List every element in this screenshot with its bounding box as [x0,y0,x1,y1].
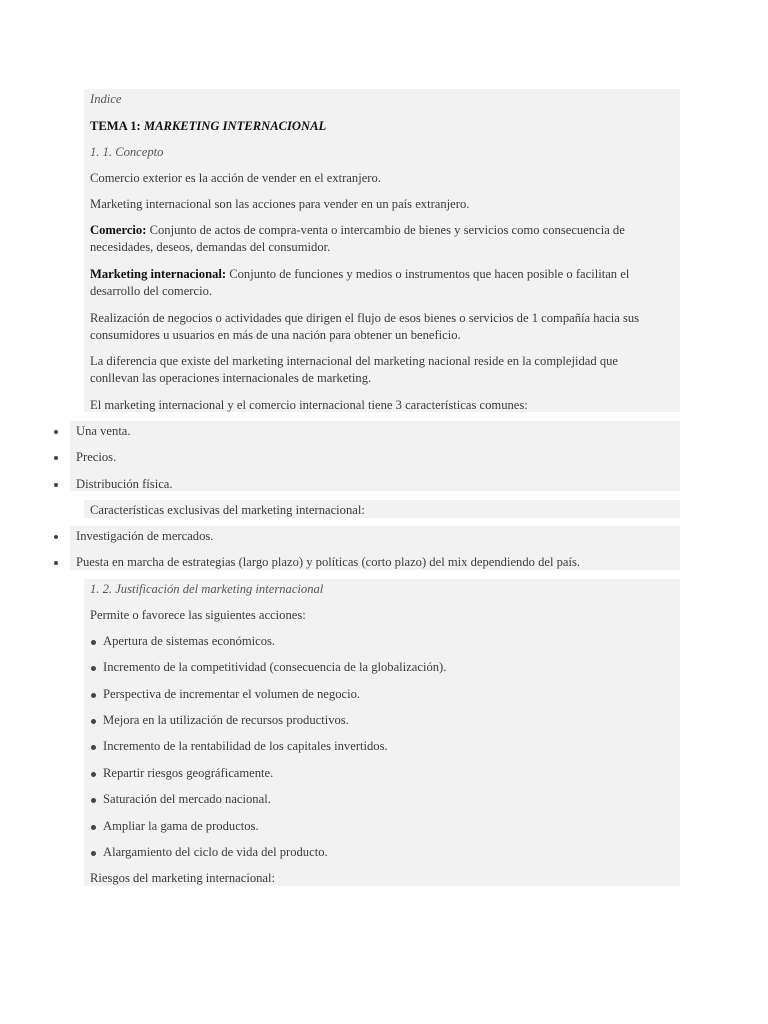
content-block-section2 [84,579,680,886]
list-item-action: Repartir riesgos geográficamente. [103,766,274,780]
list-item-action: Ampliar la gama de productos. [103,819,259,833]
paragraph-riesgos: Riesgos del marketing internacional: [90,871,276,885]
paragraph-caracteristicas-comunes: El marketing internacional y el comercio internacional tiene 3 características comunes: [90,398,528,412]
list-item-action: Saturación del mercado nacional. [103,792,271,806]
paragraph-marketing-internacional: Marketing internacional son las acciones para vender en un país extranjero. [90,197,470,211]
bullet-round-icon [91,772,96,777]
tema-title: MARKETING INTERNACIONAL [143,119,327,133]
paragraph-marketing-definition [90,266,670,300]
list-item-common: Precios. [76,450,117,464]
bullet-round-icon [91,693,96,698]
bullet-dot-icon [54,483,58,487]
bullet-round-icon [91,666,96,671]
list-item-common: Distribución física. [76,477,173,491]
list-item-exclusive: Puesta en marcha de estrategias (largo plazo) y políticas (corto plazo) del mix dependiendo del país. [76,555,581,569]
comercio-text: Conjunto de actos de compra-venta o intercambio de bienes y servicios como consecuencia de necesidades, deseos, demandas del consumidor. [90,223,625,254]
bullet-dot-icon [54,456,58,460]
bullet-dot-icon [54,430,58,434]
bullet-round-icon [91,719,96,724]
page-title [90,118,326,135]
list-item-action: Incremento de la rentabilidad de los capitales invertidos. [103,739,388,753]
marketing-label: Marketing internacional: [90,267,227,281]
list-item-common: Una venta. [76,424,131,438]
paragraph-permite: Permite o favorece las siguientes acciones: [90,608,306,622]
list-item-action: Apertura de sistemas económicos. [103,634,276,648]
tema-prefix: TEMA 1: [90,119,141,133]
paragraph-comercio-definition [90,222,670,256]
list-item-exclusive: Investigación de mercados. [76,529,214,543]
paragraph-comercio-exterior: Comercio exterior es la acción de vender en el extranjero. [90,171,381,185]
section1-heading: 1. 1. Concepto [90,145,164,159]
bullet-round-icon [91,798,96,803]
bullet-round-icon [91,640,96,645]
bullet-dot-icon [54,535,58,539]
list-item-action: Alargamiento del ciclo de vida del producto. [103,845,328,859]
paragraph-caracteristicas-exclusivas: Características exclusivas del marketing internacional: [90,503,365,517]
section2-heading: 1. 2. Justificación del marketing internacional [90,582,324,596]
bullet-round-icon [91,745,96,750]
list-item-action: Perspectiva de incrementar el volumen de negocio. [103,687,361,701]
bullet-round-icon [91,825,96,830]
paragraph-realizacion: Realización de negocios o actividades que dirigen el flujo de esos bienes o servicios de 1 compañía hacia sus consumidores u usuarios en más de una nación para obtener un beneficio. [90,311,640,342]
list-item-action: Incremento de la competitividad (consecuencia de la globalización). [103,660,447,674]
comercio-label: Comercio: [90,223,147,237]
index-title: Indice [90,92,122,106]
bullet-dot-icon [54,561,58,565]
list-item-action: Mejora en la utilización de recursos productivos. [103,713,349,727]
marketing-text: Conjunto de funciones y medios o instrumentos que hacen posible o facilitan el desarrollo del comercio. [90,267,630,298]
paragraph-diferencia: La diferencia que existe del marketing internacional del marketing nacional reside en la complejidad que conllevan las operaciones internacionales de marketing. [90,354,619,385]
bullet-round-icon [91,851,96,856]
